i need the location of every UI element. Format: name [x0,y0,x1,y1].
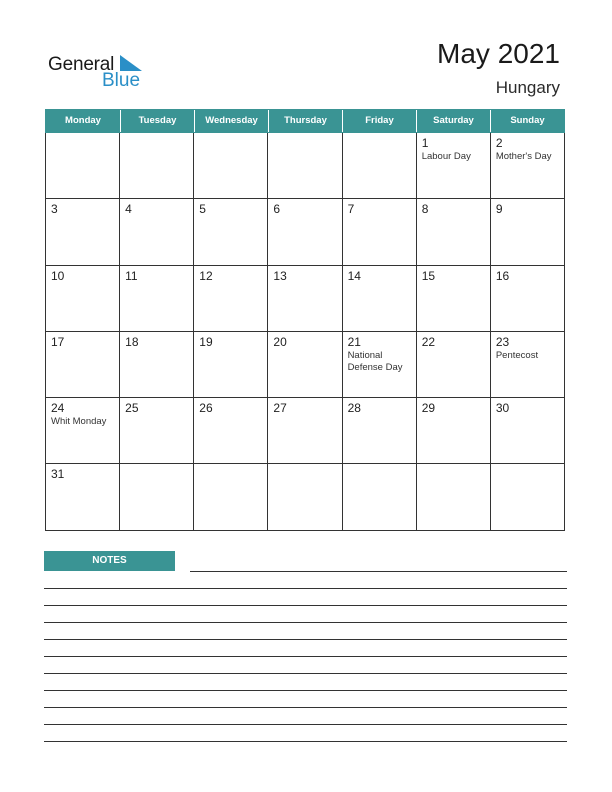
calendar-day-cell [343,464,417,530]
note-line [44,690,567,691]
holiday-label: Pentecost [495,349,539,361]
note-line [44,656,567,657]
calendar-day-cell [491,464,565,530]
day-number: 17 [51,334,65,349]
logo [48,52,158,92]
day-number: 11 [125,268,138,283]
day-number: 29 [421,401,436,416]
day-number: 13 [273,268,287,283]
weekday-tuesday: Tuesday [120,110,194,132]
calendar-day-cell [194,266,268,332]
calendar-day-cell [417,266,491,332]
calendar-day-cell [268,332,342,398]
note-line [44,605,567,606]
calendar-day-cell [491,332,565,398]
day-number: 3 [51,202,58,217]
day-number: 16 [495,268,510,283]
weekday-wednesday: Wednesday [194,110,268,132]
holiday-label: Mother's Day [495,151,552,162]
day-number: 25 [125,401,139,416]
day-number: 4 [125,202,132,217]
weekday-saturday: Saturday [416,110,490,132]
day-number: 28 [347,401,361,416]
day-number: 30 [495,401,510,416]
note-line [44,673,567,674]
day-number: 22 [421,334,436,349]
note-line [44,724,567,725]
calendar-day-cell [194,199,268,265]
day-number: 1 [421,136,429,150]
country-subtitle: Hungary [495,78,560,97]
calendar-body [45,133,565,531]
calendar-day-cell [491,199,565,265]
note-line [44,707,567,708]
day-number: 27 [273,401,287,416]
page-title: May 2021 [437,38,560,69]
calendar-day-cell [194,398,268,464]
calendar-day-cell [343,266,417,332]
day-number: 9 [495,202,503,217]
day-number: 31 [51,467,65,482]
calendar-day-cell [46,398,120,464]
day-number: 10 [51,268,65,283]
day-number: 2 [495,136,503,150]
logo-word-blue: Blue [102,70,141,91]
day-number: 6 [273,202,281,217]
calendar-day-cell [46,199,120,265]
calendar-day-cell [268,133,342,199]
calendar-day-cell [46,266,120,332]
calendar-day-cell [417,464,491,530]
holiday-label: Whit Monday [51,416,107,428]
calendar-day-cell [417,332,491,398]
calendar-day-cell [46,464,120,530]
weekday-thursday: Thursday [268,110,342,132]
calendar-day-cell [120,398,194,464]
calendar-day-cell [194,332,268,398]
note-line [190,571,567,572]
holiday-label: Labour Day [421,151,471,162]
weekday-sunday: Sunday [490,110,564,132]
weekday-monday: Monday [65,115,101,126]
calendar-day-cell [417,398,491,464]
calendar-day-cell [491,266,565,332]
day-number: 20 [273,334,287,349]
calendar-day-cell [343,332,417,398]
calendar-day-cell [120,199,194,265]
day-number: 19 [199,334,213,349]
day-number: 21 [347,334,361,349]
calendar-day-cell [194,133,268,199]
day-number: 14 [347,268,361,283]
logo-word-general: General [48,54,115,75]
calendar-day-cell [491,398,565,464]
notes-label: NOTES [44,551,175,571]
logo-triangle-icon [120,55,142,71]
calendar-day-cell [120,464,194,530]
day-number: 8 [421,202,429,217]
note-line [44,741,567,742]
day-number: 26 [199,401,213,416]
holiday-label: National Defense Day [347,349,403,373]
day-number: 15 [421,268,436,283]
calendar-day-cell [120,266,194,332]
day-number: 5 [199,202,206,217]
calendar-day-cell [417,199,491,265]
calendar-day-cell [46,332,120,398]
day-number: 12 [199,268,213,283]
calendar-day-cell [46,133,120,199]
day-number: 18 [125,334,139,349]
note-line [44,622,567,623]
calendar-day-cell [343,133,417,199]
calendar-grid [45,109,565,531]
note-line [44,639,567,640]
weekday-friday: Friday [342,110,416,132]
calendar-day-cell [268,199,342,265]
calendar-day-cell [120,133,194,199]
calendar-day-cell [491,133,565,199]
calendar-day-cell [120,332,194,398]
weekday-header-row [45,109,565,133]
calendar-day-cell [268,464,342,530]
calendar-day-cell [268,398,342,464]
calendar-day-cell [268,266,342,332]
day-number: 24 [51,401,65,416]
calendar-day-cell [194,464,268,530]
calendar-day-cell [343,398,417,464]
calendar-day-cell [417,133,491,199]
calendar-day-cell [343,199,417,265]
day-number: 7 [347,202,355,217]
day-number: 23 [495,334,510,349]
note-line [44,588,567,589]
